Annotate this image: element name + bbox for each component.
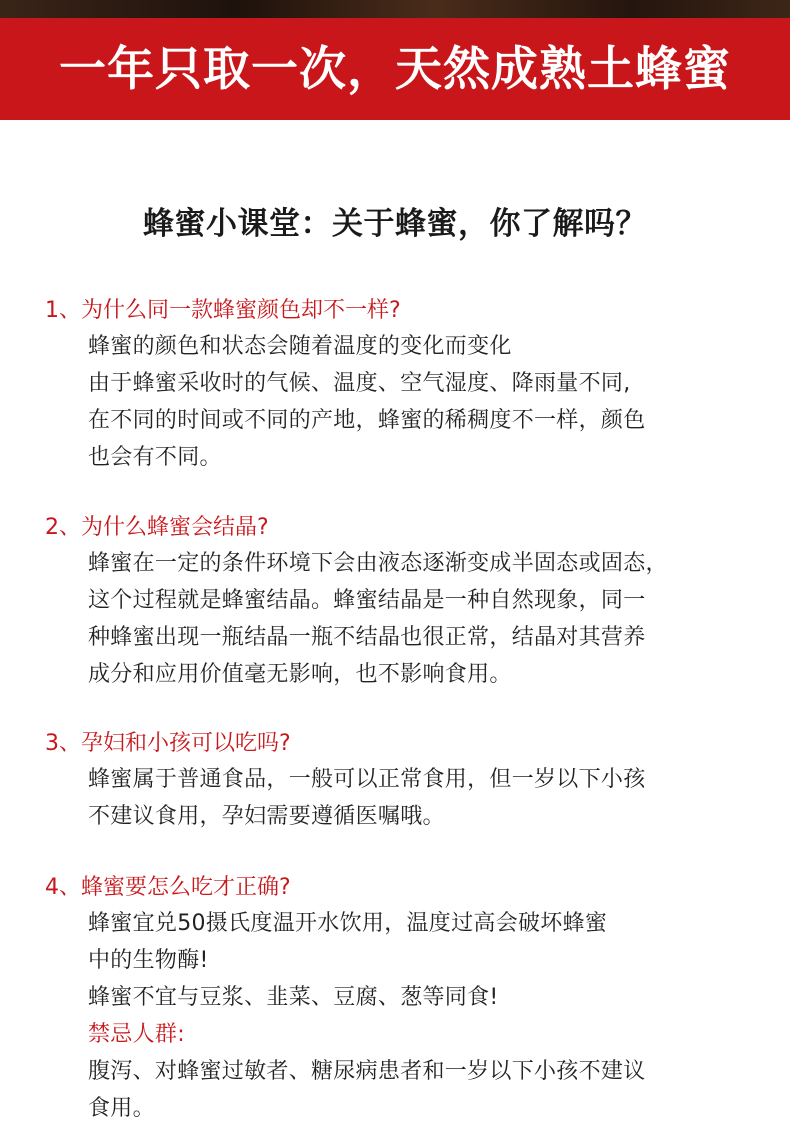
faq-question-3: 3、孕妇和小孩可以吃吗? [45,731,291,756]
faq-answer-3 [45,761,755,835]
answer-line: 蜂蜜的颜色和状态会随着温度的变化而变化 [88,334,512,359]
faq-section-2 [45,511,755,693]
answer-line: 由于蜂蜜采收时的气候、温度、空气湿度、降雨量不同, [88,371,631,396]
answer-line: 蜂蜜属于普通食品，一般可以正常食用，但一岁以下小孩 [88,767,646,792]
top-photo-strip [0,0,790,18]
faq-answer-4 [45,905,755,1127]
answer-line: 这个过程就是蜂蜜结晶。蜂蜜结晶是一种自然现象，同一 [88,588,646,613]
warning-line: 食用。 [88,1096,155,1121]
banner-title: 一年只取一次，天然成熟土蜂蜜 [59,41,731,97]
answer-line: 也会有不同。 [88,445,222,470]
answer-line: 不建议食用，孕妇需要遵循医嘱哦。 [88,804,445,829]
answer-line: 种蜂蜜出现一瓶结晶一瓶不结晶也很正常，结晶对其营养 [88,625,646,650]
faq-answer-1 [45,328,755,476]
faq-question-1: 1、为什么同一款蜂蜜颜色却不一样? [45,298,401,323]
warning-line: 腹泻、对蜂蜜过敏者、糖尿病患者和一岁以下小孩不建议 [88,1059,646,1084]
warning-label: 禁忌人群: [88,1022,185,1047]
faq-question-2: 2、为什么蜂蜜会结晶? [45,515,269,540]
title-banner [0,18,790,120]
answer-line: 蜂蜜宜兑50摄氏度温开水饮用，温度过高会破坏蜂蜜 [88,911,608,936]
faq-answer-2 [45,545,755,693]
answer-line: 中的生物酶! [88,948,209,973]
faq-section-1 [45,294,755,476]
answer-line: 成分和应用价值毫无影响，也不影响食用。 [88,662,512,687]
faq-question-4: 4、蜂蜜要怎么吃才正确? [45,875,291,900]
answer-line: 蜂蜜在一定的条件环境下会由液态逐渐变成半固态或固态， [88,551,668,576]
faq-section-3 [45,727,755,835]
page-subtitle: 蜂蜜小课堂：关于蜂蜜，你了解吗？ [143,206,647,242]
answer-line: 蜂蜜不宜与豆浆、韭菜、豆腐、葱等同食! [88,985,499,1010]
answer-line: 在不同的时间或不同的产地，蜂蜜的稀稠度不一样，颜色 [88,408,646,433]
faq-section-4 [45,871,755,1127]
